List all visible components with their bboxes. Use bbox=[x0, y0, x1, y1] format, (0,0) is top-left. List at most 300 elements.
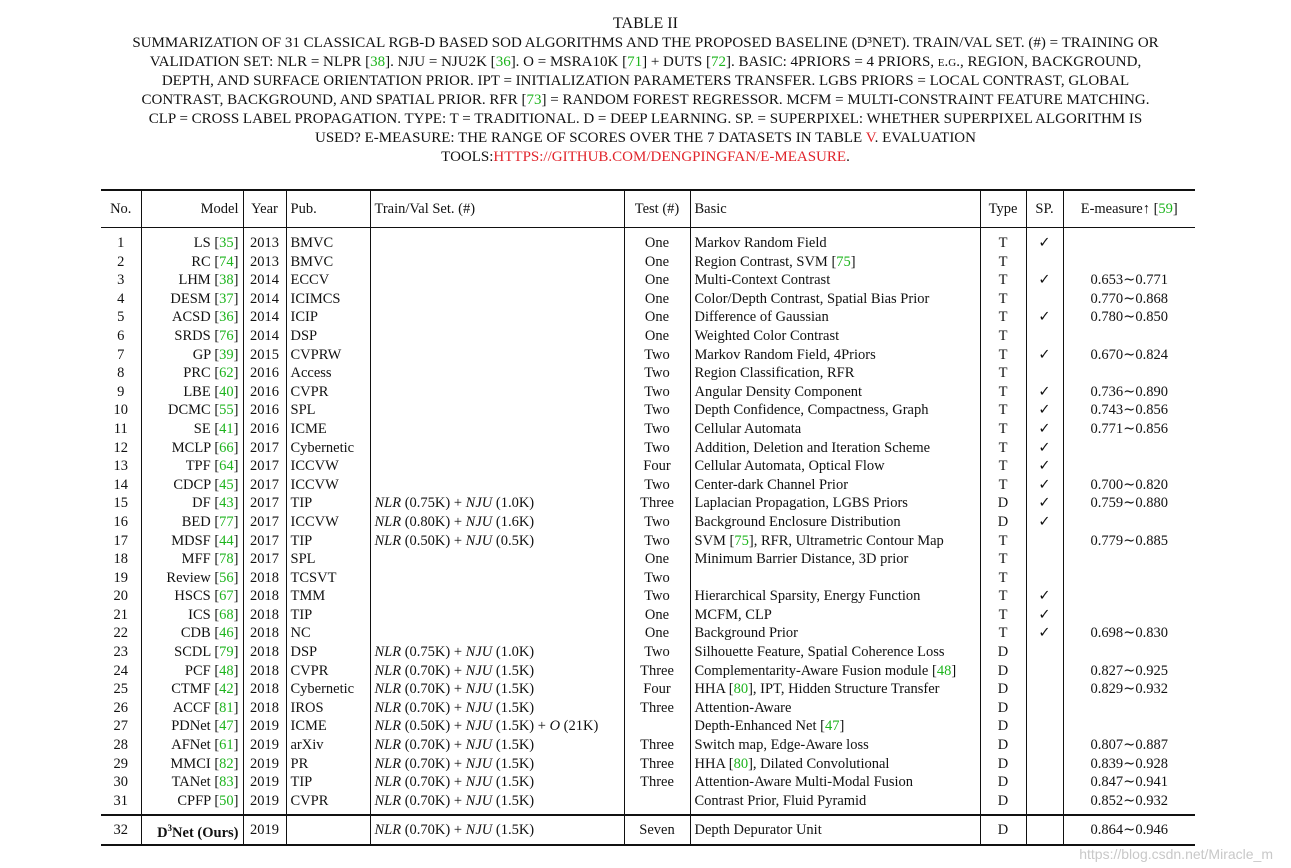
cell-year: 2017 bbox=[243, 532, 286, 551]
cell-test bbox=[624, 717, 690, 736]
cell-pub: BMVC bbox=[286, 253, 370, 272]
cell-emeasure: 0.779∼0.885 bbox=[1090, 532, 1168, 549]
cell-pub: BMVC bbox=[286, 228, 370, 253]
cell-basic: Laplacian Propagation, LGBS Priors bbox=[690, 494, 980, 513]
cell-trainval bbox=[370, 271, 624, 290]
cell-emeasure: 0.771∼0.856 bbox=[1090, 420, 1168, 437]
cell-year: 2017 bbox=[243, 439, 286, 458]
cell-pub: CVPR bbox=[286, 383, 370, 402]
cell-year: 2014 bbox=[243, 327, 286, 346]
cell-sp bbox=[1026, 643, 1063, 662]
table-row bbox=[101, 308, 1195, 327]
cell-year: 2014 bbox=[243, 290, 286, 309]
cell-test: Two bbox=[624, 532, 690, 551]
cell-trainval bbox=[370, 383, 624, 402]
cell-basic: MCFM, CLP bbox=[690, 606, 980, 625]
cell-trainval: NLR (0.75K) + NJU (1.0K) bbox=[370, 643, 624, 662]
cell-sp: ✓ bbox=[1026, 420, 1063, 439]
cell-no: 14 bbox=[101, 476, 141, 495]
cell-trainval: NLR (0.70K) + NJU (1.5K) bbox=[370, 736, 624, 755]
cell-pub: CVPRW bbox=[286, 346, 370, 365]
header-no: No. bbox=[101, 190, 141, 228]
cell-emeasure bbox=[1063, 457, 1195, 476]
cell-emeasure bbox=[1063, 699, 1195, 718]
cell-no: 11 bbox=[101, 420, 141, 439]
cell-trainval bbox=[370, 624, 624, 643]
cell-emeasure: 0.653∼0.771 bbox=[1090, 272, 1168, 289]
cell-trainval bbox=[370, 457, 624, 476]
cell-emeasure bbox=[1063, 569, 1195, 588]
cell-basic: Minimum Barrier Distance, 3D prior bbox=[690, 550, 980, 569]
cell-type: D bbox=[980, 643, 1026, 662]
table-row bbox=[101, 792, 1195, 816]
table-body bbox=[101, 228, 1195, 816]
cell-basic: Difference of Gaussian bbox=[690, 308, 980, 327]
header-model: Model bbox=[141, 190, 243, 228]
cell-no: 4 bbox=[101, 290, 141, 309]
cell-emeasure: 0.700∼0.820 bbox=[1090, 476, 1168, 493]
cell-emeasure: 0.736∼0.890 bbox=[1090, 383, 1168, 400]
e-measure-link[interactable]: HTTPS://GITHUB.COM/DENGPINGFAN/E-MEASURE bbox=[493, 149, 847, 165]
cell-emeasure: 0.864∼0.946 bbox=[1063, 815, 1195, 845]
cell-no: 22 bbox=[101, 624, 141, 643]
cell-year: 2016 bbox=[243, 420, 286, 439]
cell-trainval bbox=[370, 401, 624, 420]
cell-sp: ✓ bbox=[1026, 494, 1063, 513]
cell-year: 2018 bbox=[243, 643, 286, 662]
cell-basic: Depth Depurator Unit bbox=[690, 815, 980, 845]
cell-basic: Markov Random Field bbox=[690, 228, 980, 253]
cell-pub: ICCVW bbox=[286, 476, 370, 495]
cell-type: T bbox=[980, 364, 1026, 383]
cell-pub: NC bbox=[286, 624, 370, 643]
cell-model: ICS [68] bbox=[141, 606, 243, 625]
cell-type: D bbox=[980, 792, 1026, 816]
cell-test: Two bbox=[624, 401, 690, 420]
cell-type: T bbox=[980, 253, 1026, 272]
cell-pub: IROS bbox=[286, 699, 370, 718]
cell-test: One bbox=[624, 550, 690, 569]
cell-basic: HHA [80], IPT, Hidden Structure Transfer bbox=[690, 680, 980, 699]
cell-test: Two bbox=[624, 587, 690, 606]
cell-trainval: NLR (0.70K) + NJU (1.5K) bbox=[370, 773, 624, 792]
cell-basic: Silhouette Feature, Spatial Coherence Loss bbox=[690, 643, 980, 662]
cell-sp: ✓ bbox=[1026, 383, 1063, 402]
cell-model: RC [74] bbox=[141, 253, 243, 272]
cell-test: Two bbox=[624, 476, 690, 495]
cell-basic: Weighted Color Contrast bbox=[690, 327, 980, 346]
cell-model: PRC [62] bbox=[141, 364, 243, 383]
header-trainval: Train/Val Set. (#) bbox=[370, 190, 624, 228]
table-row bbox=[101, 550, 1195, 569]
cell-test: One bbox=[624, 271, 690, 290]
cell-pub: SPL bbox=[286, 550, 370, 569]
cell-model: BED [77] bbox=[141, 513, 243, 532]
table-row bbox=[101, 699, 1195, 718]
cell-test: Seven bbox=[624, 815, 690, 845]
cell-test: One bbox=[624, 228, 690, 253]
table-header bbox=[101, 190, 1195, 228]
cell-basic: Color/Depth Contrast, Spatial Bias Prior bbox=[690, 290, 980, 309]
cell-emeasure bbox=[1063, 587, 1195, 606]
cell-trainval bbox=[370, 439, 624, 458]
cell-basic: SVM [75], RFR, Ultrametric Contour Map bbox=[690, 532, 980, 551]
cell-type: T bbox=[980, 290, 1026, 309]
cell-no: 20 bbox=[101, 587, 141, 606]
cell-test: Three bbox=[624, 755, 690, 774]
header-pub: Pub. bbox=[286, 190, 370, 228]
cell-basic: Multi-Context Contrast bbox=[690, 271, 980, 290]
cell-sp bbox=[1026, 680, 1063, 699]
cell-year: 2019 bbox=[243, 792, 286, 816]
cell-model: DESM [37] bbox=[141, 290, 243, 309]
cell-basic: Center-dark Channel Prior bbox=[690, 476, 980, 495]
cell-trainval bbox=[370, 420, 624, 439]
cell-trainval: NLR (0.80K) + NJU (1.6K) bbox=[370, 513, 624, 532]
cell-no: 23 bbox=[101, 643, 141, 662]
cell-type: T bbox=[980, 420, 1026, 439]
cell-emeasure bbox=[1063, 439, 1195, 458]
cell-sp bbox=[1026, 792, 1063, 816]
cell-pub: TIP bbox=[286, 773, 370, 792]
cell-sp bbox=[1026, 662, 1063, 681]
cell-year: 2017 bbox=[243, 476, 286, 495]
cell-emeasure: 0.847∼0.941 bbox=[1090, 774, 1168, 791]
caption-line-5: CLP = CROSS LABEL PROPAGATION. TYPE: T = TRADITIONAL. D = DEEP LEARNING. SP. = SUPERPIXEL: WHETHER SUPERPIXEL ALGORITHM IS bbox=[148, 111, 1143, 127]
table-row bbox=[101, 364, 1195, 383]
cell-sp bbox=[1026, 569, 1063, 588]
cell-basic: Markov Random Field, 4Priors bbox=[690, 346, 980, 365]
table-row bbox=[101, 383, 1195, 402]
cell-pub: ICME bbox=[286, 420, 370, 439]
cell-year: 2017 bbox=[243, 550, 286, 569]
cell-no: 31 bbox=[101, 792, 141, 816]
cell-year: 2018 bbox=[243, 662, 286, 681]
cell-pub: SPL bbox=[286, 401, 370, 420]
caption-tools-prefix: TOOLS: bbox=[441, 149, 494, 165]
cell-type: T bbox=[980, 228, 1026, 253]
cell-emeasure: 0.829∼0.932 bbox=[1090, 681, 1168, 698]
cell-year: 2019 bbox=[243, 815, 286, 845]
cell-sp: ✓ bbox=[1026, 439, 1063, 458]
cell-no: 32 bbox=[101, 815, 141, 845]
cell-trainval: NLR (0.70K) + NJU (1.5K) bbox=[370, 755, 624, 774]
cell-model: CDB [46] bbox=[141, 624, 243, 643]
cell-model: Review [56] bbox=[141, 569, 243, 588]
cell-type: D bbox=[980, 513, 1026, 532]
cell-no: 15 bbox=[101, 494, 141, 513]
cell-type: D bbox=[980, 680, 1026, 699]
cell-trainval bbox=[370, 606, 624, 625]
cell-year: 2016 bbox=[243, 383, 286, 402]
cell-no: 5 bbox=[101, 308, 141, 327]
cell-trainval: NLR (0.50K) + NJU (1.5K) + O (21K) bbox=[370, 717, 624, 736]
cell-pub: CVPR bbox=[286, 792, 370, 816]
cell-type: D bbox=[980, 755, 1026, 774]
table-row bbox=[101, 717, 1195, 736]
cell-type: T bbox=[980, 346, 1026, 365]
cell-model: SRDS [76] bbox=[141, 327, 243, 346]
cell-test: Two bbox=[624, 346, 690, 365]
cell-year: 2013 bbox=[243, 253, 286, 272]
cell-sp bbox=[1026, 815, 1063, 845]
cell-sp: ✓ bbox=[1026, 401, 1063, 420]
cell-model: HSCS [67] bbox=[141, 587, 243, 606]
cell-emeasure: 0.770∼0.868 bbox=[1090, 290, 1168, 307]
cell-pub: ICIP bbox=[286, 308, 370, 327]
cell-type: D bbox=[980, 494, 1026, 513]
table-row bbox=[101, 271, 1195, 290]
cell-pub: TIP bbox=[286, 494, 370, 513]
cell-test: Three bbox=[624, 773, 690, 792]
cell-no: 18 bbox=[101, 550, 141, 569]
cell-sp bbox=[1026, 290, 1063, 309]
table-row bbox=[101, 587, 1195, 606]
cell-basic: Depth-Enhanced Net [47] bbox=[690, 717, 980, 736]
cell-year: 2017 bbox=[243, 494, 286, 513]
cell-sp: ✓ bbox=[1026, 228, 1063, 253]
table-footer bbox=[101, 815, 1195, 845]
cell-trainval bbox=[370, 587, 624, 606]
cell-year: 2019 bbox=[243, 773, 286, 792]
cell-pub: TIP bbox=[286, 532, 370, 551]
cell-pub: CVPR bbox=[286, 662, 370, 681]
cell-trainval: NLR (0.70K) + NJU (1.5K) bbox=[370, 815, 624, 845]
caption-line-2: VALIDATION SET: NLR = NLPR [38]. NJU = NJU2K [36]. O = MSRA10K [71] + DUTS [72]. BASIC: 4PRIORS = 4 PRIORS, e.g., REGION, BACKGROUND, bbox=[149, 54, 1142, 70]
cell-trainval bbox=[370, 346, 624, 365]
cell-no: 30 bbox=[101, 773, 141, 792]
cell-year: 2018 bbox=[243, 624, 286, 643]
cell-emeasure: 0.759∼0.880 bbox=[1090, 495, 1168, 512]
cell-no: 29 bbox=[101, 755, 141, 774]
table-row bbox=[101, 662, 1195, 681]
cell-pub: TCSVT bbox=[286, 569, 370, 588]
cell-type: T bbox=[980, 327, 1026, 346]
cell-test: Two bbox=[624, 383, 690, 402]
cell-model: SCDL [79] bbox=[141, 643, 243, 662]
cell-model: LHM [38] bbox=[141, 271, 243, 290]
cell-test: One bbox=[624, 327, 690, 346]
cell-model: ACCF [81] bbox=[141, 699, 243, 718]
cell-trainval bbox=[370, 253, 624, 272]
caption-line-1: SUMMARIZATION OF 31 CLASSICAL RGB-D BASED SOD ALGORITHMS AND THE PROPOSED BASELINE (D³NET). TRAIN/VAL SET. (#) = TRAINING OR bbox=[132, 35, 1159, 51]
cell-test: One bbox=[624, 253, 690, 272]
cell-test: Two bbox=[624, 569, 690, 588]
cell-test: Two bbox=[624, 364, 690, 383]
table-row bbox=[101, 569, 1195, 588]
cell-no: 2 bbox=[101, 253, 141, 272]
table-row bbox=[101, 773, 1195, 792]
cell-type: T bbox=[980, 550, 1026, 569]
header-type: Type bbox=[980, 190, 1026, 228]
cell-sp bbox=[1026, 532, 1063, 551]
cell-emeasure: 0.827∼0.925 bbox=[1090, 662, 1168, 679]
caption-line-3: DEPTH, AND SURFACE ORIENTATION PRIOR. IPT = INITIALIZATION PARAMETERS TRANSFER. LGBS PRIORS = LOCAL CONTRAST, GLOBAL bbox=[161, 73, 1130, 89]
cell-year: 2014 bbox=[243, 271, 286, 290]
cell-year: 2018 bbox=[243, 680, 286, 699]
cell-test bbox=[624, 792, 690, 816]
cell-type: T bbox=[980, 439, 1026, 458]
cell-sp: ✓ bbox=[1026, 476, 1063, 495]
table-row bbox=[101, 513, 1195, 532]
cell-no: 9 bbox=[101, 383, 141, 402]
cell-model: PDNet [47] bbox=[141, 717, 243, 736]
cell-sp: ✓ bbox=[1026, 513, 1063, 532]
cell-sp bbox=[1026, 736, 1063, 755]
caption-line-6: USED? E-MEASURE: THE RANGE OF SCORES OVER THE 7 DATASETS IN TABLE V. EVALUATION bbox=[315, 130, 976, 146]
cell-test: One bbox=[624, 606, 690, 625]
cell-year: 2017 bbox=[243, 457, 286, 476]
cell-year: 2014 bbox=[243, 308, 286, 327]
cell-trainval: NLR (0.75K) + NJU (1.0K) bbox=[370, 494, 624, 513]
cell-test: One bbox=[624, 624, 690, 643]
cell-basic: Angular Density Component bbox=[690, 383, 980, 402]
cell-model: DCMC [55] bbox=[141, 401, 243, 420]
cell-model: ACSD [36] bbox=[141, 308, 243, 327]
cell-emeasure: 0.807∼0.887 bbox=[1090, 737, 1168, 754]
table-row bbox=[101, 327, 1195, 346]
cell-emeasure: 0.743∼0.856 bbox=[1090, 402, 1168, 419]
cell-no: 13 bbox=[101, 457, 141, 476]
cell-sp: ✓ bbox=[1026, 308, 1063, 327]
cell-no: 10 bbox=[101, 401, 141, 420]
cell-type: T bbox=[980, 457, 1026, 476]
cell-sp bbox=[1026, 364, 1063, 383]
cell-type: D bbox=[980, 773, 1026, 792]
header-row bbox=[101, 190, 1195, 228]
cell-type: T bbox=[980, 383, 1026, 402]
cell-sp: ✓ bbox=[1026, 587, 1063, 606]
table-row bbox=[101, 643, 1195, 662]
table-row bbox=[101, 439, 1195, 458]
cell-test: Four bbox=[624, 680, 690, 699]
cell-basic: Attention-Aware Multi-Modal Fusion bbox=[690, 773, 980, 792]
cell-year: 2017 bbox=[243, 513, 286, 532]
cell-pub: PR bbox=[286, 755, 370, 774]
cell-model: CTMF [42] bbox=[141, 680, 243, 699]
cell-year: 2018 bbox=[243, 699, 286, 718]
cell-pub: Access bbox=[286, 364, 370, 383]
header-test: Test (#) bbox=[624, 190, 690, 228]
cell-model: GP [39] bbox=[141, 346, 243, 365]
cell-type: D bbox=[980, 717, 1026, 736]
cell-no: 12 bbox=[101, 439, 141, 458]
cell-basic: Contrast Prior, Fluid Pyramid bbox=[690, 792, 980, 816]
cell-trainval bbox=[370, 569, 624, 588]
cell-model: CDCP [45] bbox=[141, 476, 243, 495]
cell-emeasure bbox=[1063, 253, 1195, 272]
cell-sp bbox=[1026, 253, 1063, 272]
cell-model: MMCI [82] bbox=[141, 755, 243, 774]
cell-basic: Hierarchical Sparsity, Energy Function bbox=[690, 587, 980, 606]
cell-trainval bbox=[370, 228, 624, 253]
cell-type: T bbox=[980, 624, 1026, 643]
table-row bbox=[101, 736, 1195, 755]
cell-year: 2018 bbox=[243, 606, 286, 625]
cell-year: 2019 bbox=[243, 736, 286, 755]
cell-pub: Cybernetic bbox=[286, 439, 370, 458]
cell-year: 2016 bbox=[243, 401, 286, 420]
cell-no: 1 bbox=[101, 228, 141, 253]
cell-test: Three bbox=[624, 662, 690, 681]
cell-test: Three bbox=[624, 494, 690, 513]
cell-sp: ✓ bbox=[1026, 271, 1063, 290]
cell-no: 16 bbox=[101, 513, 141, 532]
cell-trainval bbox=[370, 290, 624, 309]
cell-type: T bbox=[980, 401, 1026, 420]
cell-basic: Cellular Automata, Optical Flow bbox=[690, 457, 980, 476]
cell-model: TPF [64] bbox=[141, 457, 243, 476]
cell-year: 2015 bbox=[243, 346, 286, 365]
table-row bbox=[101, 494, 1195, 513]
cell-type: D bbox=[980, 815, 1026, 845]
cell-basic: Background Prior bbox=[690, 624, 980, 643]
cell-test: Three bbox=[624, 699, 690, 718]
cell-type: T bbox=[980, 308, 1026, 327]
cell-type: T bbox=[980, 569, 1026, 588]
cell-model: MCLP [66] bbox=[141, 439, 243, 458]
cell-no: 17 bbox=[101, 532, 141, 551]
table-row bbox=[101, 606, 1195, 625]
cell-model: DF [43] bbox=[141, 494, 243, 513]
cell-pub: ICIMCS bbox=[286, 290, 370, 309]
cell-emeasure bbox=[1063, 606, 1195, 625]
sod-summary-table bbox=[101, 189, 1195, 846]
table-row bbox=[101, 228, 1195, 253]
cell-sp: ✓ bbox=[1026, 606, 1063, 625]
table-row bbox=[101, 532, 1195, 551]
cell-pub: TMM bbox=[286, 587, 370, 606]
cell-basic: Addition, Deletion and Iteration Scheme bbox=[690, 439, 980, 458]
cell-basic: Attention-Aware bbox=[690, 699, 980, 718]
table-row bbox=[101, 755, 1195, 774]
cell-no: 25 bbox=[101, 680, 141, 699]
cell-trainval: NLR (0.70K) + NJU (1.5K) bbox=[370, 662, 624, 681]
table-row bbox=[101, 476, 1195, 495]
table-caption bbox=[0, 14, 1291, 167]
cell-basic: Depth Confidence, Compactness, Graph bbox=[690, 401, 980, 420]
cell-model: TANet [83] bbox=[141, 773, 243, 792]
cell-sp bbox=[1026, 699, 1063, 718]
cell-test: One bbox=[624, 290, 690, 309]
cell-no: 8 bbox=[101, 364, 141, 383]
cell-basic: Region Contrast, SVM [75] bbox=[690, 253, 980, 272]
cell-sp bbox=[1026, 773, 1063, 792]
header-emeasure: E-measure↑ [59] bbox=[1063, 190, 1195, 228]
cell-type: D bbox=[980, 736, 1026, 755]
cell-trainval bbox=[370, 308, 624, 327]
cell-trainval bbox=[370, 327, 624, 346]
cell-emeasure bbox=[1063, 643, 1195, 662]
cell-pub: ECCV bbox=[286, 271, 370, 290]
cell-model: LS [35] bbox=[141, 228, 243, 253]
cell-type: T bbox=[980, 606, 1026, 625]
cell-no: 7 bbox=[101, 346, 141, 365]
caption-line-7 bbox=[0, 148, 1291, 167]
cell-year: 2016 bbox=[243, 364, 286, 383]
cell-year: 2019 bbox=[243, 717, 286, 736]
cell-pub: DSP bbox=[286, 643, 370, 662]
cell-pub bbox=[286, 815, 370, 845]
header-sp: SP. bbox=[1026, 190, 1063, 228]
cell-basic: Complementarity-Aware Fusion module [48] bbox=[690, 662, 980, 681]
cell-model: LBE [40] bbox=[141, 383, 243, 402]
cell-basic: Background Enclosure Distribution bbox=[690, 513, 980, 532]
cell-year: 2018 bbox=[243, 587, 286, 606]
cell-emeasure: 0.839∼0.928 bbox=[1090, 755, 1168, 772]
table-row bbox=[101, 290, 1195, 309]
cell-test: Two bbox=[624, 439, 690, 458]
